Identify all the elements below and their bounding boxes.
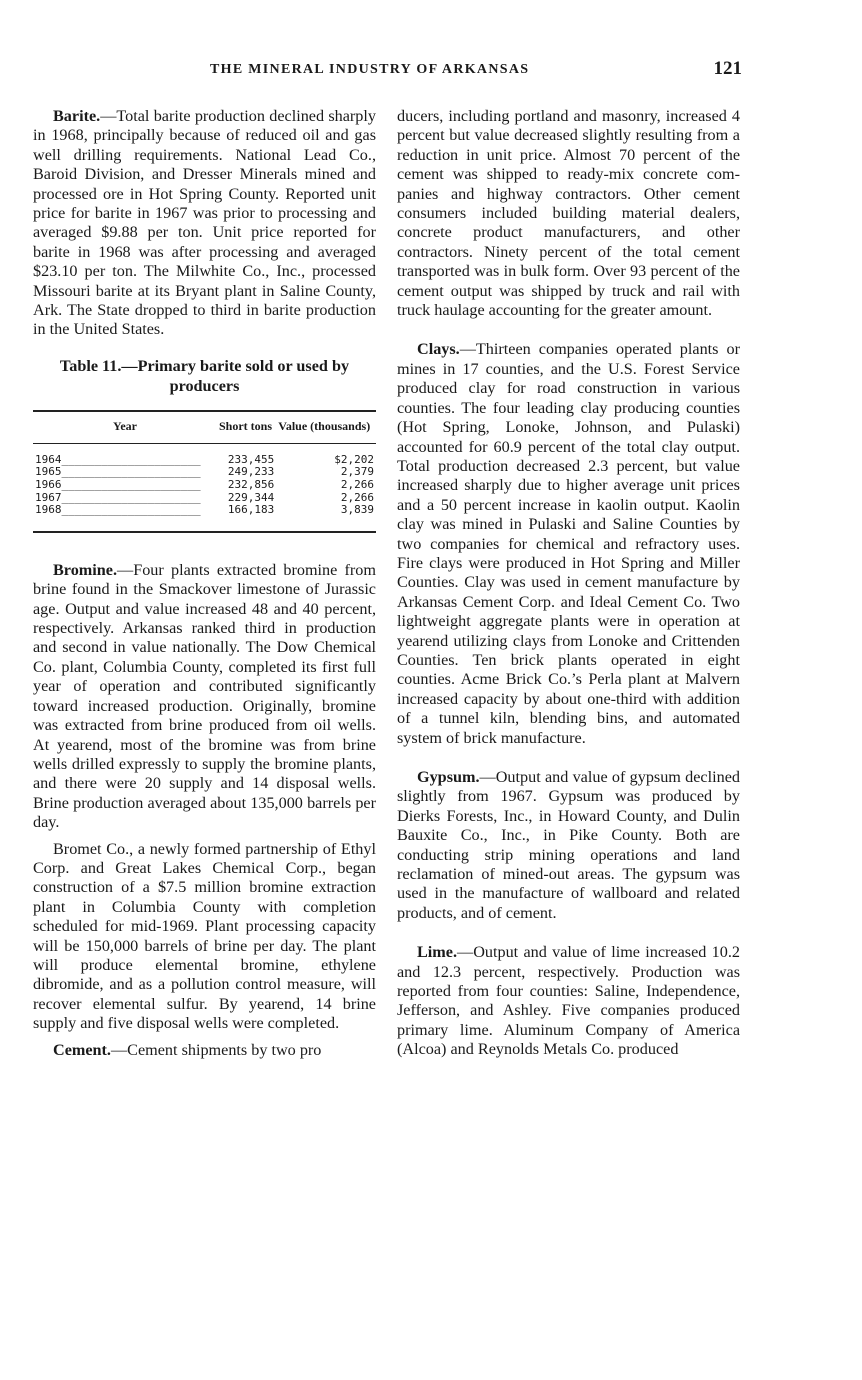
column-header-year: Year (33, 411, 217, 444)
left-column (33, 107, 376, 1060)
table-title: Table 11.—Primary barite sold or used by producers (59, 356, 350, 395)
bromet-paragraph: Bromet Co., a newly formed partnership of Ethyl Corp. and Great Lakes Chemical Corp., began construction of a $7.5 million bromine extraction plant in Columbia County with completion scheduled for mid-1969. Plant processing capacity will be 150,000 barrels of brine per day. The plant will produce elemental bromine, ethylene dibromide, and as a pollution control measure, will recover elemental sulfur. By yearend, 14 brine supply and five disposal wells were completed. (33, 839, 376, 1033)
cell-short-tons: 233,455 (227, 452, 275, 466)
running-title: THE MINERAL INDUSTRY OF ARKANSAS (210, 62, 530, 77)
bromine-paragraph (33, 561, 376, 833)
cell-year: 1967_____________________ (35, 490, 201, 504)
column-header-short-tons: Short tons (217, 411, 276, 444)
bromine-text: —Four plants extracted bromine from brine found in the Smackover limestone of Jurassic age. Output and value increased 48 and 40 percent, respectively. Arkansas ranked third in production and second in value nationally. The Dow Chemical Co. plant, Columbia County, completed its first full year of operation and contributed significantly toward increased production. Originally, bromine was extracted from brine produced from oil wells. At yearend, most of the bromine was from brine wells drilled expressly to supply the bromine plants, and there were 20 supply and 14 disposal wells. Brine production averaged about 135,000 barrels per day. (33, 560, 376, 832)
cell-value: 2,266 (340, 490, 374, 504)
column-header-value: Value (thousands) (276, 411, 376, 444)
cement-text: —Cement shipments by two pro (110, 1040, 322, 1059)
running-head (0, 58, 862, 82)
cell-year: 1965_____________________ (35, 465, 201, 479)
cell-value: $2,202 (334, 452, 374, 466)
clays-text: —Thirteen companies operated plants or mines in 17 counties, and the U.S. Forest Service produced clay for road construction in various counties. The four leading clay producing counties (Hot Spring, Lonoke, Johnson, and Pulaski) accounted for 60.9 percent of the total clay output. Total production decreased 2.3 percent, but value increased sharply due to higher average unit prices and a 50 percent increase in kaolin output. Kaolin clay was mined in Pulaski and Saline Counties by two companies for chemical and refractory uses. Fire clays were produced in Hot Spring and Miller Counties. Clay was used in cement manufacture by Arkansas Cement Corp. and Ideal Cement Co. Two lightweight aggregate plants were in operation at yearend utilizing clays from Lonoke and Crittenden Counties. Ten brick plants operated in eight counties. Acme Brick Co.’s Perla plant at Malvern increased capacity by about one-third with addition of a tunnel kiln, blending bins, and automated system of brick manufacture. (397, 340, 740, 747)
lime-text: —Output and value of lime increased 10.2 and 12.3 percent, respectively. Production was reported from four counties: Saline, Independence, Jefferson, and Ashley. Five companies produced primary lime. Aluminum Company of America (Alcoa) and Reynolds Metals Co. produced (397, 943, 740, 1059)
lime-paragraph (397, 943, 740, 1059)
cell-year: 1968_____________________ (35, 503, 201, 517)
gypsum-text: —Output and value of gypsum declined slightly from 1967. Gypsum was produced by Dierks Forests, Inc., in Howard County, and Dulin Bauxite Co., Inc., in Pike County. Both are conducting strip mining operations and land reclamation of mined-out areas. The gypsum was used in the manufacture of wallboard and related products, and of cement. (397, 768, 740, 922)
cell-short-tons: 166,183 (227, 503, 275, 517)
cell-short-tons: 249,233 (227, 465, 275, 479)
cell-value: 2,379 (340, 465, 374, 479)
clays-heading: Clays. (417, 340, 460, 359)
cell-value: 2,266 (340, 478, 374, 492)
barite-paragraph (33, 107, 376, 340)
table-row (33, 479, 376, 492)
table-header-row (33, 411, 376, 444)
cement-continued-paragraph: ducers, including portland and masonry, increased 4 percent but value decreased slightly resulting from a reduction in unit price. Almost 70 percent of the cement was shipped to ready-mix concrete companies and highway contractors. Other cement consumers included building material dealers, concrete product manufacturers, and other contractors. Ninety percent of the total cement transported was in bulk form. Over 93 percent of the cement output was shipped by truck and rail with truck haulage accounting for the greater amount. (397, 107, 740, 320)
right-column (397, 107, 740, 1060)
cell-year: 1966_____________________ (35, 478, 201, 492)
barite-heading: Barite. (53, 107, 101, 125)
cement-paragraph (33, 1041, 376, 1060)
cell-value: 3,839 (340, 503, 374, 517)
gypsum-heading: Gypsum. (417, 768, 480, 786)
barite-text: —Total barite production declined sharply in 1968, principally because of reduced oil and gas well drilling requirements. National Lead Co., Baroid Division, and Dresser Minerals mined and processed ore in Hot Spring County. Reported unit price for barite in 1967 was prior to processing and averaged $9.88 per ton. Unit price reported for barite in 1968 was after processing and averaged $23.10 per ton. The Milwhite Co., Inc., processed Missouri barite at its Bryant plant in Saline County, Ark. The State dropped to third in barite production in the United States. (33, 107, 376, 339)
cell-short-tons: 232,856 (227, 478, 275, 492)
clays-paragraph (397, 340, 740, 748)
bromine-heading: Bromine. (53, 560, 117, 579)
cell-short-tons: 229,344 (227, 490, 275, 504)
table-row (33, 504, 376, 532)
cement-heading: Cement. (53, 1040, 111, 1059)
barite-table (33, 410, 376, 533)
cell-year: 1964_____________________ (35, 452, 201, 466)
lime-heading: Lime. (417, 943, 458, 962)
page-number: 121 (713, 58, 742, 79)
table-row (33, 443, 376, 466)
gypsum-paragraph (397, 768, 740, 923)
